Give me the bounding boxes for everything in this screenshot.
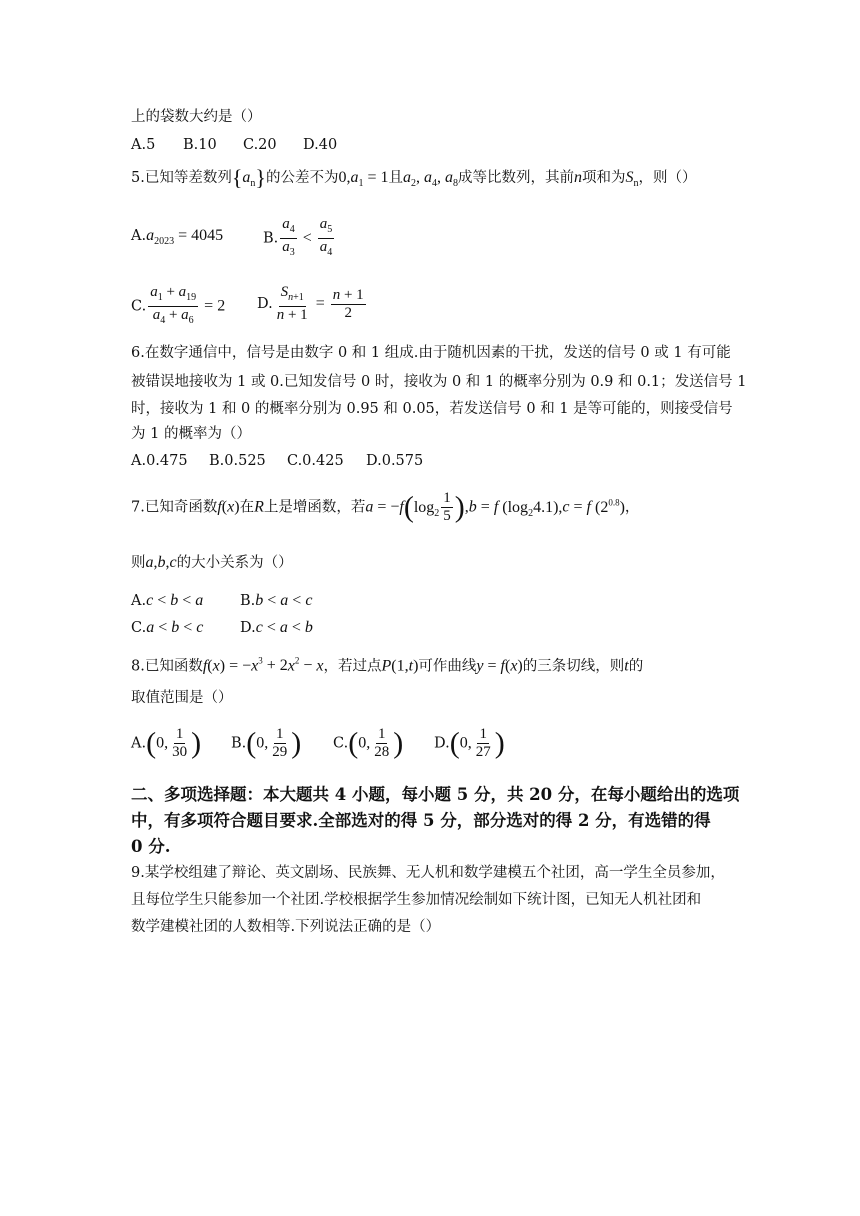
q5-option-b: B. $\frac{a_4}{a_3}$ < $\frac{a_5}{a_4}$ xyxy=(263,216,333,258)
q5-option-a: $A.a_{2023} = 4045$ xyxy=(131,227,224,248)
q4-stem-tail: 上的袋数大约是（） xyxy=(131,109,262,125)
q9-line-3: 数学建模社团的人数相等.下列说法正确的是（） xyxy=(131,919,441,935)
q5-stem: 5.已知等差数列$\{a_n\}$的公差不为$0,a_1 = 1$且$a_2$, $a_4$, $a_8$成等比数列，其前n项和为$S_n$，则（） xyxy=(131,165,697,190)
q8-option-c: C.(0, $\frac{1}{28}$ ) xyxy=(333,726,404,760)
q8-option-b: B.(0, $\frac{1}{29}$ ) xyxy=(231,726,302,760)
section-2-heading-line-2: 中，有多项符合题目要求.全部选对的得 5 分，部分选对的得 2 分，有选错的得 xyxy=(131,811,711,830)
q9-line-1: 9.某学校组建了辩论、英文剧场、民族舞、无人机和数学建模五个社团，高一学生全员参加， xyxy=(131,865,725,881)
q8-stem: 8.已知函数$f(x) = -x^3 + 2x^2 - x$，若过点P(1,t)可作曲线y = f(x)的三条切线，则t的 xyxy=(131,656,644,675)
q6-line-3: 时，接收为 1 和 0 的概率分别为 0.95 和 0.05，若发送信号 0 和 1 是等可能的，则接受信号 xyxy=(131,401,733,417)
q6-line-1: 6.在数字通信中，信号是由数字 0 和 1 组成.由于随机因素的干扰，发送的信号 0 或 1 有可能 xyxy=(131,345,731,361)
q5-option-c: C. $\frac{a_1 + a_{19}}{a_4 + a_6}$ = 2 xyxy=(131,284,226,326)
q6-line-4: 为 1 的概率为（） xyxy=(131,426,251,442)
q6-option-d: D.0.575 xyxy=(366,453,424,469)
q4-option-d: D.40 xyxy=(303,137,338,153)
q6-option-b: B.0.525 xyxy=(209,453,266,469)
q7-option-b: B.b < a < c xyxy=(240,592,313,609)
q5-option-d: D. $\frac{S_{n+1}}{n + 1}$ = $\frac{n + 1}{2}$ xyxy=(257,284,364,323)
q4-option-a: A.5 xyxy=(131,137,156,153)
q6-line-2: 被错误地接收为 1 或 0.已知发信号 0 时，接收为 0 和 1 的概率分别为 0.9 和 0.1；发送信号 1 xyxy=(131,374,747,390)
q6-option-a: A.0.475 xyxy=(131,453,188,469)
q8-option-d: D.(0, $\frac{1}{27}$ ) xyxy=(434,726,505,760)
q6-option-c: C.0.425 xyxy=(287,453,344,469)
q7-stem: 7.已知奇函数f(x)在R上是增函数，若$a = -f(\log_2$ $\frac{1}{5}$ ),b = f $(\log_24.1),c = f$ $(2^{0.8})$， xyxy=(131,490,640,524)
section-2-heading-line-1: 二、多项选择题：本大题共 4 小题，每小题 5 分，共 20 分，在每小题给出的选项 xyxy=(131,785,740,804)
q8-line-2: 取值范围是（） xyxy=(131,690,233,706)
q7-line-2: 则a,b,c的大小关系为（） xyxy=(131,554,293,571)
section-2-heading-line-3: 0 分. xyxy=(131,837,171,856)
q8-option-a: A.(0, $\frac{1}{30}$ ) xyxy=(131,726,202,760)
q7-option-a: A.c < b < a xyxy=(131,592,204,609)
q9-line-2: 且每位学生只能参加一个社团.学校根据学生参加情况绘制如下统计图，已知无人机社团和 xyxy=(131,892,702,908)
q7-option-c: C.a < b < c xyxy=(131,619,204,636)
q4-option-c: C.20 xyxy=(243,137,277,153)
q7-option-d: D.c < a < b xyxy=(240,619,313,636)
q4-option-b: B.10 xyxy=(183,137,217,153)
